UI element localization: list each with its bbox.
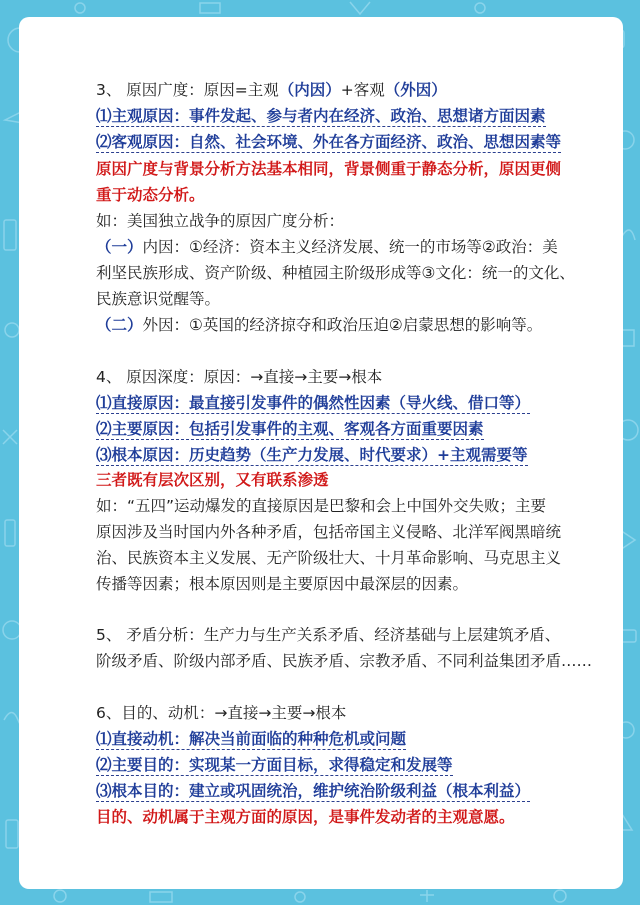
example-external — [96, 312, 566, 338]
red-note: 三者既有层次区别，又有联系渗透 — [96, 471, 329, 489]
red-note-line-1: 原因广度与背景分析方法基本相同，背景侧重于静态分析，原因更侧 — [96, 160, 562, 178]
objective-cause: ⑵客观原因：自然、社会环境、外在各方面经济、政治、思想因素等 — [96, 133, 562, 151]
example-line: 原因涉及当时国内外各种矛盾，包括帝国主义侵略、北洋军阀黑暗统 — [96, 523, 562, 541]
example-text: 外因：①英国的经济掠夺和政治压迫②启蒙思想的影响等。 — [142, 316, 543, 334]
example-intro: 如：美国独立战争的原因广度分析： — [96, 212, 345, 230]
red-note: 目的、动机属于主观方面的原因，是事件发动者的主观意愿。 — [96, 808, 515, 826]
main-purpose: ⑵主要目的：实现某一方面目标，求得稳定和发展等 — [96, 756, 453, 774]
red-note-line-2: 重于动态分析。 — [96, 186, 205, 204]
section-4-heading: 4、 原因深度：原因：→直接→主要→根本 — [96, 368, 383, 386]
section-5-line-2: 阶级矛盾、阶级内部矛盾、民族矛盾、宗教矛盾、不同利益集团矛盾…… — [96, 652, 593, 670]
direct-motive: ⑴直接动机：解决当前面临的种种危机或问题 — [96, 730, 407, 748]
heading-emphasis: （外因） — [384, 81, 447, 99]
example-line: 传播等因素；根本原因则是主要原因中最深层的因素。 — [96, 575, 469, 593]
fundamental-purpose: ⑶根本目的：建立或巩固统治，维护统治阶级利益（根本利益） — [96, 782, 531, 800]
section-6-heading: 6、目的、动机：→直接→主要→根本 — [96, 704, 347, 722]
example-line: 如：“五四”运动爆发的直接原因是巴黎和会上中国外交失败；主要 — [96, 497, 547, 515]
example-line: 民族意识觉醒等。 — [96, 290, 221, 308]
direct-cause: ⑴直接原因：最直接引发事件的偶然性因素（导火线、借口等） — [96, 394, 531, 412]
example-text: 内因：①经济：资本主义经济发展、统一的市场等②政治：美 — [142, 238, 558, 256]
heading-emphasis: （内因） — [278, 81, 341, 99]
list-marker: （二） — [96, 316, 143, 334]
example-internal — [96, 234, 566, 260]
section-5-line-1: 5、 矛盾分析：生产力与生产关系矛盾、经济基础与上层建筑矛盾、 — [96, 626, 561, 644]
main-cause: ⑵主要原因：包括引发事件的主观、客观各方面重要因素 — [96, 420, 484, 438]
example-line: 治、民族资本主义发展、无产阶级壮大、十月革命影响、马克思主义 — [96, 549, 562, 567]
heading-text: 3、 原因广度：原因=主观 — [96, 81, 279, 99]
root-cause: ⑶根本原因：历史趋势（生产力发展、时代要求）+主观需要等 — [96, 446, 528, 464]
example-line: 利坚民族形成、资产阶级、种植园主阶级形成等③文化：统一的文化、 — [96, 264, 575, 282]
heading-text: +客观 — [340, 81, 385, 99]
list-marker: （一） — [96, 238, 143, 256]
section-3-heading — [96, 77, 566, 103]
subjective-cause: ⑴主观原因：事件发起、参与者内在经济、政治、思想诸方面因素 — [96, 107, 546, 125]
